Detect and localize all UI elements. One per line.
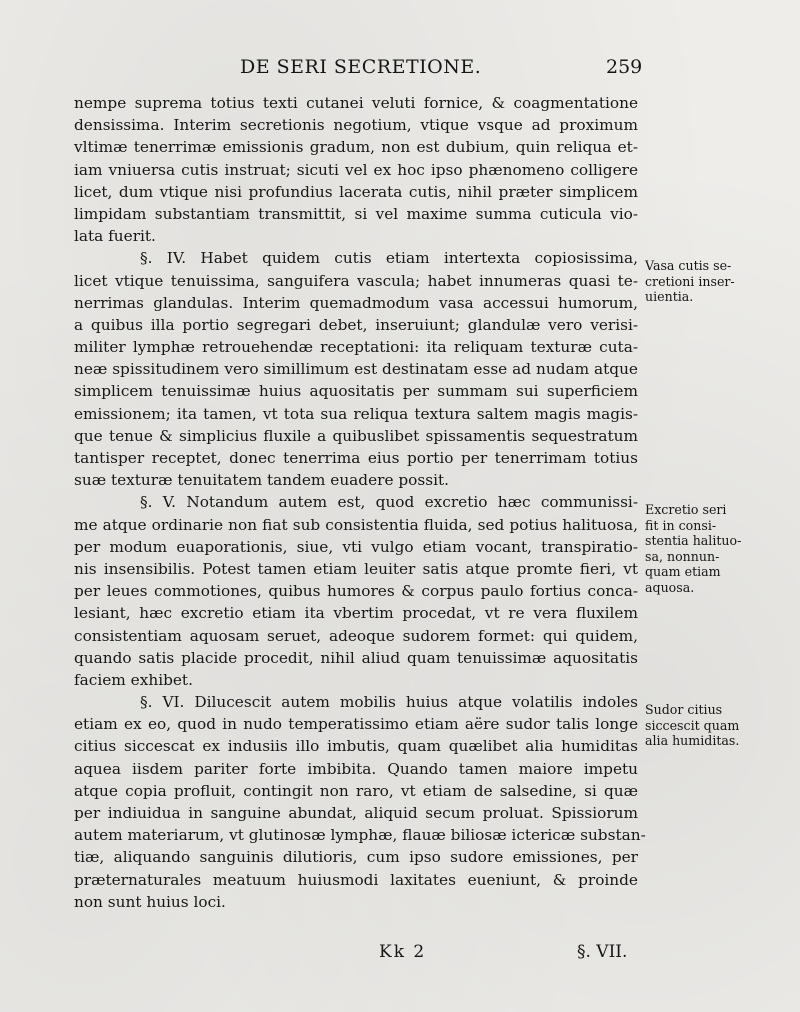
text-line: per modum euaporationis, siue, vti vulgo etiam vocant, transpiratio-	[74, 537, 638, 556]
margin-note-line: stentia halituo-	[645, 533, 742, 549]
text-line: emissionem; ita tamen, vt tota sua reliqua textura saltem magis magis-	[74, 404, 638, 423]
text-line: autem materiarum, vt glutinosæ lymphæ, flauæ biliosæ ictericæ substan-	[74, 826, 646, 845]
text-line: per leues commotiones, quibus humores & corpus paulo fortius conca-	[74, 582, 638, 601]
text-line: citius siccescat ex indusiis illo imbutis, quam quælibet alia humiditas	[74, 737, 638, 756]
margin-note-line: fit in consi-	[645, 517, 717, 533]
margin-note-v	[645, 502, 795, 596]
text-line: nis insensibilis. Potest tamen etiam leuiter satis atque promte fieri, vt	[74, 559, 638, 578]
catchword: §. VII.	[577, 942, 628, 962]
text-line: limpidam substantiam transmittit, si vel maxime summa cuticula vio-	[74, 204, 638, 223]
text-line: lata fuerit.	[74, 227, 156, 246]
margin-note-line: Excretio seri	[645, 502, 727, 517]
text-line: faciem exhibet.	[74, 670, 193, 689]
text-line: densissima. Interim secretionis negotium, vtique vsque ad proximum	[74, 116, 638, 135]
text-line: licet, dum vtique nisi profundius lacerata cutis, nihil præter simplicem	[74, 182, 638, 201]
section-vi-heading-line: §. VI. Dilucescit autem mobilis huius atque volatilis indoles	[140, 693, 638, 712]
text-line: militer lymphæ retrouehendæ receptationi: ita reliquam texturæ cuta-	[74, 338, 638, 357]
text-line: a quibus illa portio segregari debet, inseruiunt; glandulæ vero verisi-	[74, 315, 638, 334]
margin-note-line: sa, nonnun-	[645, 548, 720, 564]
text-line: quando satis placide procedit, nihil aliud quam tenuissimæ aquositatis	[74, 648, 638, 667]
text-line: licet vtique tenuissima, sanguifera vascula; habet innumeras quasi te-	[74, 271, 638, 290]
margin-note-line: Sudor citius	[645, 702, 723, 717]
text-line: aquea iisdem pariter forte imbibita. Quando tamen maiore impetu	[74, 759, 638, 778]
text-line: que tenue & simplicius fluxile a quibuslibet spissamentis sequestratum	[74, 426, 638, 445]
text-line: neæ spissitudinem vero simillimum est destinatam esse ad nudam atque	[74, 360, 638, 379]
section-iv-heading-line: §. IV. Habet quidem cutis etiam intertexta copiosissima,	[140, 249, 638, 268]
text-line: nerrimas glandulas. Interim quemadmodum vasa accessui humorum,	[74, 293, 638, 312]
margin-note-line: aquosa.	[645, 579, 695, 595]
margin-note-line: alia humiditas.	[645, 733, 740, 749]
text-line: per indiuidua in sanguine abundat, aliquid secum proluat. Spissiorum	[74, 804, 638, 822]
text-line: nempe suprema totius texti cutanei veluti fornice, & coagmentatione	[74, 94, 638, 112]
text-line: tantisper receptet, donec tenerrima eius portio per tenerrimam totius	[74, 449, 638, 467]
running-header	[0, 50, 800, 84]
margin-note-line: uientia.	[645, 289, 694, 305]
text-line: non sunt huius loci.	[74, 892, 226, 911]
margin-note-iv	[645, 258, 795, 305]
text-line: tiæ, aliquando sanguinis dilutioris, cum ipso sudore emissiones, per	[74, 848, 638, 867]
text-line: suæ texturæ tenuitatem tandem euadere possit.	[74, 471, 449, 490]
text-line: simplicem tenuissimæ huius aquositatis per summam sui superficiem	[74, 382, 638, 401]
text-line: etiam ex eo, quod in nudo temperatissimo etiam aëre sudor talis longe	[74, 715, 638, 734]
signature-mark: Kk 2	[379, 942, 427, 962]
text-line: consistentiam aquosam seruet, adeoque sudorem formet: qui quidem,	[74, 626, 638, 645]
text-line: vltimæ tenerrimæ emissionis gradum, non est dubium, quin reliqua et-	[74, 138, 638, 157]
page-number: 259	[606, 56, 643, 78]
margin-note-line: quam etiam	[645, 564, 721, 580]
running-title: DE SERI SECRETIONE.	[240, 56, 482, 78]
text-line: præternaturales meatuum huiusmodi laxitates eueniunt, & proinde	[74, 870, 638, 889]
section-v-heading-line: §. V. Notandum autem est, quod excretio hæc communissi-	[140, 493, 638, 512]
margin-note-line: siccescit quam	[645, 717, 740, 733]
main-text	[74, 92, 646, 913]
margin-note-vi	[645, 702, 795, 749]
text-line: me atque ordinarie non fiat sub consistentia fluida, sed potius halituosa,	[74, 515, 638, 534]
margin-note-line: Vasa cutis se-	[645, 258, 732, 273]
margin-note-line: cretioni inser-	[645, 273, 735, 289]
text-line: iam vniuersa cutis instruat; sicuti vel ex hoc ipso phænomeno colligere	[74, 160, 638, 179]
text-line: atque copia profluit, contingit non raro, vt etiam de salsedine, si quæ	[74, 781, 638, 800]
text-line: lesiant, hæc excretio etiam ita vbertim procedat, vt re vera fluxilem	[74, 604, 638, 623]
